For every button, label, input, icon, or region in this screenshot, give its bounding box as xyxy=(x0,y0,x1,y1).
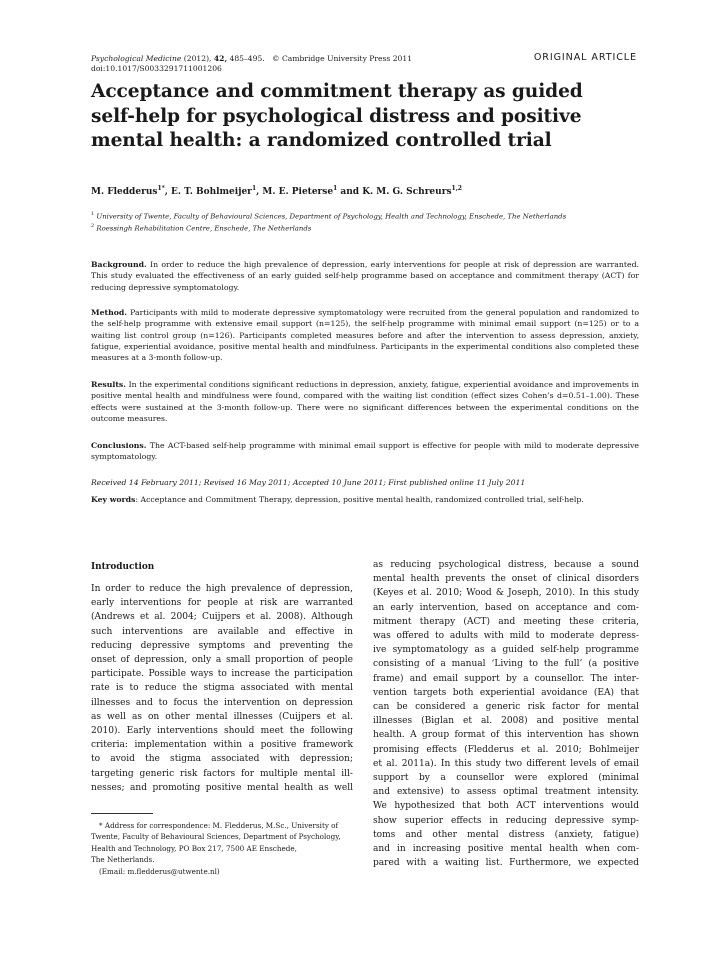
footnote-line: Health and Technology, PO Box 217, 7500 AE Enschede, xyxy=(91,843,297,853)
author-name: M. Fledderus xyxy=(91,187,158,197)
body-line: (Keyes et al. 2010; Wood & Joseph, 2010). In this study xyxy=(373,588,639,599)
body-line: mental health prevents the onset of clinical disorders xyxy=(373,574,639,585)
journal-pages: 485–495. xyxy=(229,54,265,63)
abstract-text: In order to reduce the high prevalence of depression, early interventions for people at risk of depression are warranted. This study evaluated the effectiveness of an early guided self-help programme based on acceptance and commitment therapy (ACT) for reducing depressive symptomatology. xyxy=(91,260,639,292)
abstract-label: Results. xyxy=(91,380,126,389)
author-separator: , xyxy=(256,187,263,197)
abstract-label: Background. xyxy=(91,260,147,269)
affiliation-sup: 2 xyxy=(91,223,95,229)
abstract-text: The ACT-based self-help programme with minimal email support is effective for people with mild to moderate depressive symptomatology. xyxy=(91,441,639,462)
body-line: an early intervention, based on acceptance and com- xyxy=(373,602,639,613)
body-line: In order to reduce the high prevalence of depression, xyxy=(91,584,353,594)
affiliation-text: University of Twente, Faculty of Behavioural Sciences, Department of Psychology, Health and Technology, Enschede, The Netherlands xyxy=(96,212,567,221)
body-line: et al. 2011a). In this study two different levels of email xyxy=(373,758,639,769)
doi: doi:10.1017/S0033291711001206 xyxy=(91,64,222,73)
publication-dates: Received 14 February 2011; Revised 16 May 2011; Accepted 10 June 2011; First published online 11 July 2011 xyxy=(91,478,526,487)
body-line: and in increasing positive mental health when com- xyxy=(373,844,639,855)
body-column-right xyxy=(373,558,639,870)
body-line: mitment therapy (ACT) and meeting these criteria, xyxy=(373,616,639,627)
journal-name: Psychological Medicine xyxy=(91,54,182,63)
introduction-heading: Introduction xyxy=(91,562,155,572)
abstract-label: Conclusions. xyxy=(91,441,147,450)
keywords-label: Key words xyxy=(91,495,136,504)
title-line: Acceptance and commitment therapy as guided xyxy=(91,81,583,102)
body-line: (Andrews et al. 2004; Cuijpers et al. 2008). Although xyxy=(91,612,353,623)
body-line: ive symptomatology as a guided self-help programme xyxy=(373,645,639,656)
journal-volume: 42, xyxy=(213,54,228,63)
abstract-text: Participants with mild to moderate depressive symptomatology were recruited from the general population and randomized to the self-help programme with extensive email support (n=125), the self-help programme with minimal email support (n=125) or to a waiting list control group (n=126). Participants completed measures before and after the intervention to assess depression, anxiety, fatigue, experiential avoidance, positive mental health and mindfulness. Participants in the experimental conditions also completed these measures at a 3-month follow-up. xyxy=(91,308,639,363)
abstract-conclusions xyxy=(91,440,639,463)
body-line: illnesses and to focus the intervention on depression xyxy=(91,697,353,708)
body-line: support by a counsellor were explored (minimal xyxy=(373,773,639,784)
author-list xyxy=(91,185,591,197)
body-line: participate. Possible ways to increase the participation xyxy=(91,669,353,680)
body-line: onset of depression, only a small proportion of people xyxy=(91,655,353,666)
abstract-label: Method. xyxy=(91,308,128,317)
author-name: M. E. Pieterse xyxy=(262,187,334,197)
correspondence-footnote xyxy=(91,820,353,877)
abstract-background xyxy=(91,259,639,293)
body-line: such interventions are available and effective in xyxy=(91,626,353,637)
footnote-rule xyxy=(91,813,153,814)
body-line: as reducing psychological distress, because a sound xyxy=(373,560,639,570)
footnote-line: Twente, Faculty of Behavioural Sciences, Department of Psychology, xyxy=(91,832,341,842)
article-title xyxy=(91,80,611,154)
body-line: was offered to adults with mild to moderate depress- xyxy=(373,631,639,642)
body-line: can be considered a generic risk factor for mental xyxy=(373,702,639,713)
body-line: reducing depressive symptoms and preventing the xyxy=(91,640,353,651)
abstract-text: In the experimental conditions significant reductions in depression, anxiety, fatigue, experiential avoidance and improvements in positive mental health and mindfulness were found, compared with the waiting list condition (effect sizes Cohen’s d=0.51–1.00). These effects were sustained at the 3-month follow-up. There were no significant differences between the experimental conditions on the outcome measures. xyxy=(91,380,639,423)
body-line: show superior effects in reducing depressive symp- xyxy=(373,815,639,826)
body-line: frame) and email support by a counsellor. The inter- xyxy=(373,673,639,684)
body-line: health. A group format of this intervention has shown xyxy=(373,730,639,741)
body-line: to avoid the stigma associated with depression; xyxy=(91,754,353,765)
body-line: rate is to reduce the stigma associated with mental xyxy=(91,683,353,694)
body-line: nesses; and promoting positive mental health as well xyxy=(91,782,353,793)
body-line: pared with a waiting list. Furthermore, we expected xyxy=(373,858,639,869)
abstract-results xyxy=(91,379,639,424)
affiliation xyxy=(91,222,611,233)
keywords xyxy=(91,494,639,505)
journal-citation xyxy=(91,54,431,74)
body-line: toms and other mental distress (anxiety, fatigue) xyxy=(373,829,639,840)
body-line: We hypothesized that both ACT interventions would xyxy=(373,801,639,812)
body-line: 2010). Early interventions should meet the following xyxy=(91,726,353,737)
footnote-line: (Email: m.fledderus@utwente.nl) xyxy=(99,866,220,876)
author-sup: 1* xyxy=(157,185,165,192)
keywords-text: : Acceptance and Commitment Therapy, depression, positive mental health, randomized controlled trial, self-help. xyxy=(135,495,584,504)
journal-year: (2012), xyxy=(183,54,212,63)
body-line: criteria: implementation within a positive framework xyxy=(91,740,353,751)
body-line: promising effects (Fledderus et al. 2010; Bohlmeijer xyxy=(373,744,639,755)
affiliation-text: Roessingh Rehabilitation Centre, Enschede, The Netherlands xyxy=(96,224,312,233)
footnote-line: The Netherlands. xyxy=(91,855,155,865)
body-line: early interventions for people at risk are warranted xyxy=(91,598,353,609)
section-label: ORIGINAL ARTICLE xyxy=(533,52,637,63)
author-separator: , xyxy=(164,187,172,197)
body-line: as well as on other mental illnesses (Cuijpers et al. xyxy=(91,711,353,722)
author-sup: 1 xyxy=(251,185,257,192)
copyright: © Cambridge University Press 2011 xyxy=(271,54,413,63)
body-line: vention targets both experiential avoidance (EA) that xyxy=(373,687,639,698)
body-line: and extensive) to assess optimal treatment intensity. xyxy=(373,787,639,798)
abstract-method xyxy=(91,307,639,363)
footnote-line: * Address for correspondence: M. Fledderus, M.Sc., University of xyxy=(99,821,339,830)
author-sup: 1,2 xyxy=(451,185,462,192)
body-line: illnesses (Biglan et al. 2008) and positive mental xyxy=(373,716,639,727)
author-sup: 1 xyxy=(333,185,338,192)
body-column-left xyxy=(91,582,353,795)
title-line: mental health: a randomized controlled trial xyxy=(91,130,552,151)
affiliation-sup: 1 xyxy=(91,211,95,217)
body-line: consisting of a manual ‘Living to the full’ (a positive xyxy=(373,659,639,670)
body-line: targeting generic risk factors for multiple mental ill- xyxy=(91,768,353,779)
author-separator: and xyxy=(337,187,363,197)
title-line: self-help for psychological distress and positive xyxy=(91,105,582,127)
author-name: E. T. Bohlmeijer xyxy=(171,187,252,197)
affiliation xyxy=(91,210,611,221)
author-name: K. M. G. Schreurs xyxy=(362,187,452,197)
journal-line xyxy=(91,54,431,64)
